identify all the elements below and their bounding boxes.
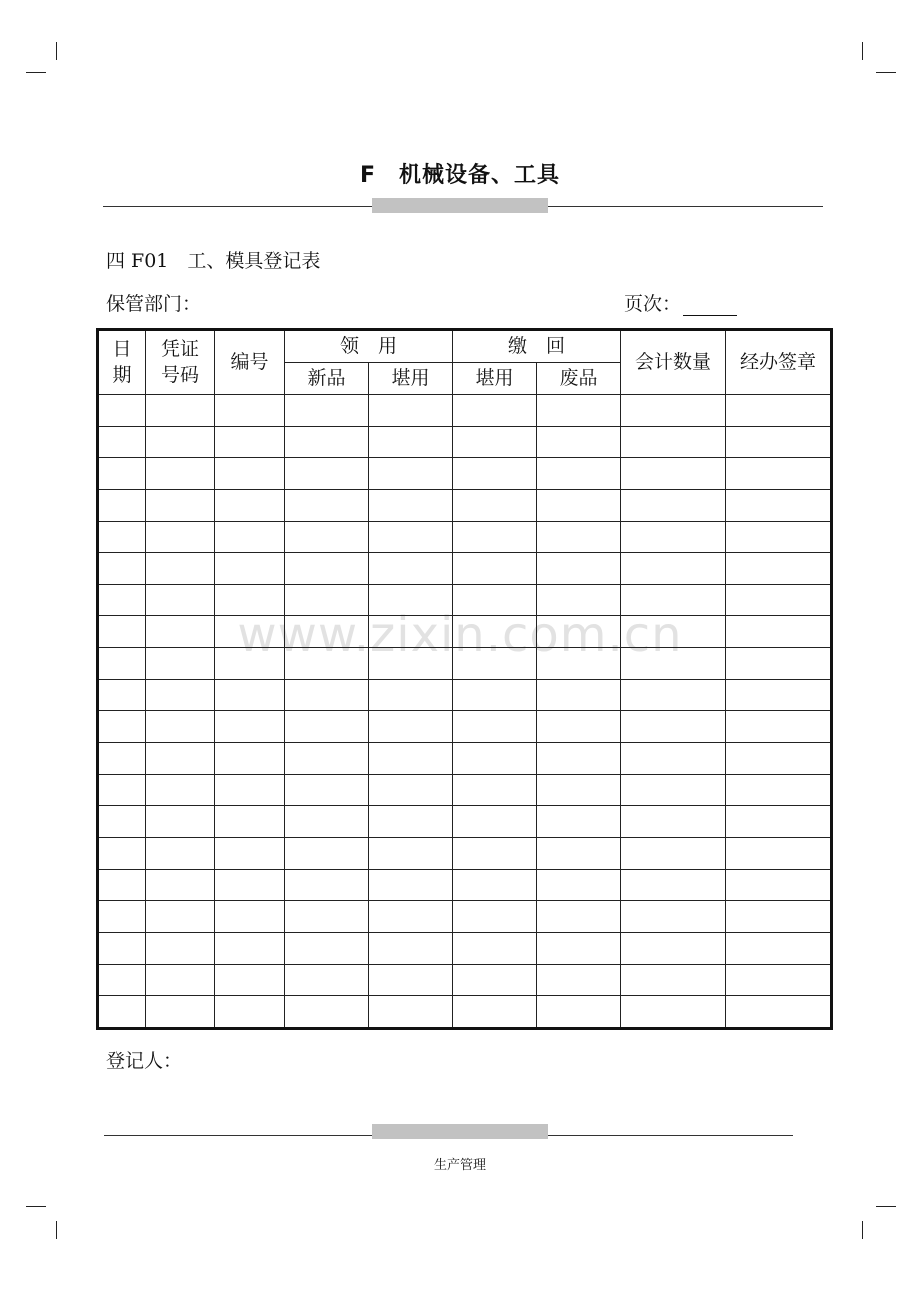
- table-cell[interactable]: [369, 837, 453, 869]
- table-cell[interactable]: [285, 553, 369, 585]
- table-row: [98, 837, 832, 869]
- table-cell[interactable]: [369, 901, 453, 933]
- table-cell[interactable]: [537, 964, 621, 996]
- table-cell[interactable]: [621, 426, 726, 458]
- table-cell[interactable]: [98, 648, 146, 680]
- crop-mark: [26, 72, 46, 73]
- table-cell[interactable]: [537, 996, 621, 1029]
- table-cell[interactable]: [215, 426, 285, 458]
- table-cell[interactable]: [285, 806, 369, 838]
- col-date: 日 期: [98, 330, 146, 395]
- table-cell[interactable]: [98, 679, 146, 711]
- table-cell[interactable]: [726, 901, 832, 933]
- page-number-label: 页次：: [624, 293, 682, 315]
- table-cell[interactable]: [621, 711, 726, 743]
- table-cell[interactable]: [726, 395, 832, 427]
- table-cell[interactable]: [537, 521, 621, 553]
- table-cell[interactable]: [621, 837, 726, 869]
- table-cell[interactable]: [98, 901, 146, 933]
- table-cell[interactable]: [726, 426, 832, 458]
- table-row: [98, 806, 832, 838]
- table-cell[interactable]: [537, 679, 621, 711]
- table-cell[interactable]: [146, 743, 215, 775]
- table-cell[interactable]: [146, 964, 215, 996]
- table-row: [98, 521, 832, 553]
- table-cell[interactable]: [621, 743, 726, 775]
- table-cell[interactable]: [453, 584, 537, 616]
- table-cell[interactable]: [215, 743, 285, 775]
- table-cell[interactable]: [146, 711, 215, 743]
- table-cell[interactable]: [285, 395, 369, 427]
- table-row: [98, 553, 832, 585]
- table-cell[interactable]: [98, 395, 146, 427]
- table-cell[interactable]: [146, 774, 215, 806]
- table-cell[interactable]: [537, 837, 621, 869]
- table-cell[interactable]: [215, 932, 285, 964]
- table-cell[interactable]: [146, 395, 215, 427]
- table-cell[interactable]: [537, 616, 621, 648]
- table-cell[interactable]: [98, 521, 146, 553]
- table-cell[interactable]: [369, 553, 453, 585]
- table-cell[interactable]: [215, 711, 285, 743]
- table-cell[interactable]: [621, 489, 726, 521]
- table-cell[interactable]: [369, 458, 453, 490]
- table-cell[interactable]: [621, 901, 726, 933]
- page-number-blank[interactable]: [683, 297, 737, 316]
- table-cell[interactable]: [215, 996, 285, 1029]
- table-cell[interactable]: [726, 458, 832, 490]
- table-cell[interactable]: [369, 932, 453, 964]
- table-cell[interactable]: [537, 869, 621, 901]
- header-bar: [372, 198, 548, 213]
- crop-mark: [862, 42, 863, 60]
- crop-mark: [862, 1221, 863, 1239]
- table-cell[interactable]: [621, 806, 726, 838]
- col-return-scrap: 废品: [537, 363, 621, 395]
- table-cell[interactable]: [369, 426, 453, 458]
- table-cell[interactable]: [537, 743, 621, 775]
- table-cell[interactable]: [215, 837, 285, 869]
- col-receive-new: 新品: [285, 363, 369, 395]
- col-group-return: 缴 回: [453, 330, 621, 363]
- table-cell[interactable]: [726, 869, 832, 901]
- table-row: [98, 616, 832, 648]
- table-cell[interactable]: [453, 489, 537, 521]
- table-cell[interactable]: [146, 869, 215, 901]
- table-row: [98, 932, 832, 964]
- table-cell[interactable]: [215, 458, 285, 490]
- table-cell[interactable]: [146, 679, 215, 711]
- crop-mark: [56, 1221, 57, 1239]
- table-cell[interactable]: [369, 648, 453, 680]
- table-cell[interactable]: [537, 648, 621, 680]
- table-cell[interactable]: [215, 869, 285, 901]
- table-cell[interactable]: [621, 679, 726, 711]
- table-cell[interactable]: [285, 964, 369, 996]
- table-cell[interactable]: [726, 743, 832, 775]
- table-cell[interactable]: [537, 395, 621, 427]
- table-cell[interactable]: [98, 806, 146, 838]
- table-cell[interactable]: [146, 806, 215, 838]
- crop-mark: [26, 1206, 46, 1207]
- table-cell[interactable]: [453, 679, 537, 711]
- crop-mark: [876, 1206, 896, 1207]
- table-cell[interactable]: [215, 395, 285, 427]
- table-cell[interactable]: [285, 774, 369, 806]
- table-cell[interactable]: [621, 964, 726, 996]
- table-cell[interactable]: [98, 996, 146, 1029]
- table-cell[interactable]: [621, 869, 726, 901]
- table-cell[interactable]: [537, 806, 621, 838]
- table-cell[interactable]: [537, 584, 621, 616]
- table-cell[interactable]: [285, 837, 369, 869]
- table-row: [98, 996, 832, 1029]
- table-row: [98, 901, 832, 933]
- table-cell[interactable]: [621, 395, 726, 427]
- table-cell[interactable]: [726, 648, 832, 680]
- table-cell[interactable]: [369, 489, 453, 521]
- table-row: [98, 743, 832, 775]
- table-cell[interactable]: [726, 774, 832, 806]
- table-row: [98, 869, 832, 901]
- crop-mark: [876, 72, 896, 73]
- table-cell[interactable]: [537, 901, 621, 933]
- col-accounting-quantity: 会计数量: [621, 330, 726, 395]
- table-cell[interactable]: [621, 996, 726, 1029]
- table-cell[interactable]: [98, 553, 146, 585]
- table-cell[interactable]: [98, 616, 146, 648]
- table-cell[interactable]: [98, 426, 146, 458]
- table-cell[interactable]: [369, 679, 453, 711]
- table-row: [98, 964, 832, 996]
- table-cell[interactable]: [215, 648, 285, 680]
- watermark: www.zixin.com.cn: [237, 607, 683, 663]
- col-group-receive: 领 用: [285, 330, 453, 363]
- page-number-field: [624, 289, 737, 316]
- table-cell[interactable]: [537, 774, 621, 806]
- registrar-label: 登记人：: [106, 1050, 183, 1072]
- table-cell[interactable]: [726, 964, 832, 996]
- col-receive-usable: 堪用: [369, 363, 453, 395]
- table-cell[interactable]: [98, 711, 146, 743]
- table-cell[interactable]: [98, 932, 146, 964]
- table-cell[interactable]: [285, 521, 369, 553]
- table-cell[interactable]: [215, 679, 285, 711]
- table-cell[interactable]: [621, 932, 726, 964]
- table-cell[interactable]: [453, 837, 537, 869]
- table-cell[interactable]: [98, 837, 146, 869]
- table-cell[interactable]: [726, 679, 832, 711]
- table-cell[interactable]: [369, 395, 453, 427]
- table-cell[interactable]: [726, 489, 832, 521]
- table-cell[interactable]: [369, 964, 453, 996]
- table-row: [98, 648, 832, 680]
- table-cell[interactable]: [215, 964, 285, 996]
- col-voucher-number: 凭证 号码: [146, 330, 215, 395]
- table-cell[interactable]: [215, 553, 285, 585]
- table-cell[interactable]: [726, 711, 832, 743]
- table-cell[interactable]: [146, 489, 215, 521]
- crop-mark: [56, 42, 57, 60]
- table-cell[interactable]: [453, 932, 537, 964]
- table-cell[interactable]: [285, 996, 369, 1029]
- table-cell[interactable]: [98, 964, 146, 996]
- table-cell[interactable]: [215, 774, 285, 806]
- table-cell[interactable]: [453, 774, 537, 806]
- table-cell[interactable]: [98, 774, 146, 806]
- table-cell[interactable]: [453, 806, 537, 838]
- table-cell[interactable]: [215, 616, 285, 648]
- table-cell[interactable]: [146, 426, 215, 458]
- tool-register-table: [96, 328, 833, 1030]
- table-cell[interactable]: [726, 806, 832, 838]
- table-cell[interactable]: [215, 584, 285, 616]
- table-cell[interactable]: [621, 584, 726, 616]
- table-cell[interactable]: [285, 616, 369, 648]
- table-cell[interactable]: [215, 489, 285, 521]
- table-cell[interactable]: [453, 964, 537, 996]
- table-cell[interactable]: [98, 743, 146, 775]
- table-cell[interactable]: [453, 458, 537, 490]
- table-row: [98, 458, 832, 490]
- table-cell[interactable]: [537, 458, 621, 490]
- table-cell[interactable]: [285, 901, 369, 933]
- table-cell[interactable]: [621, 553, 726, 585]
- footer-label: 生产管理: [433, 1158, 486, 1173]
- table-cell[interactable]: [146, 616, 215, 648]
- table-cell[interactable]: [453, 901, 537, 933]
- col-handler-signature: 经办签章: [726, 330, 832, 395]
- table-cell[interactable]: [726, 996, 832, 1029]
- table-row: [98, 426, 832, 458]
- table-cell[interactable]: [285, 426, 369, 458]
- table-cell[interactable]: [146, 584, 215, 616]
- table-cell[interactable]: [537, 711, 621, 743]
- table-cell[interactable]: [146, 996, 215, 1029]
- table-cell[interactable]: [285, 932, 369, 964]
- department-label: 保管部门：: [106, 293, 202, 315]
- table-cell[interactable]: [369, 521, 453, 553]
- table-row: [98, 395, 832, 427]
- table-cell[interactable]: [453, 743, 537, 775]
- table-cell[interactable]: [215, 521, 285, 553]
- table-cell[interactable]: [146, 553, 215, 585]
- table-row: [98, 584, 832, 616]
- table-cell[interactable]: [215, 901, 285, 933]
- table-cell[interactable]: [453, 521, 537, 553]
- table-cell[interactable]: [453, 648, 537, 680]
- table-cell[interactable]: [537, 553, 621, 585]
- table-cell[interactable]: [621, 616, 726, 648]
- table-cell[interactable]: [621, 521, 726, 553]
- table-cell[interactable]: [453, 616, 537, 648]
- table-cell[interactable]: [146, 648, 215, 680]
- table-cell[interactable]: [453, 395, 537, 427]
- form-title: 四 F01 工、模具登记表: [106, 250, 321, 272]
- table-cell[interactable]: [369, 616, 453, 648]
- table-cell[interactable]: [98, 489, 146, 521]
- table-cell[interactable]: [146, 901, 215, 933]
- table-cell[interactable]: [453, 711, 537, 743]
- table-cell[interactable]: [726, 521, 832, 553]
- table-cell[interactable]: [285, 743, 369, 775]
- table-cell[interactable]: [285, 584, 369, 616]
- table-cell[interactable]: [98, 458, 146, 490]
- table-cell[interactable]: [98, 584, 146, 616]
- footer-bar: [372, 1124, 548, 1139]
- table-cell[interactable]: [285, 648, 369, 680]
- table-row: [98, 489, 832, 521]
- table-cell[interactable]: [285, 679, 369, 711]
- table-cell[interactable]: [453, 996, 537, 1029]
- table-cell[interactable]: [453, 426, 537, 458]
- table-cell[interactable]: [369, 806, 453, 838]
- table-cell[interactable]: [285, 711, 369, 743]
- table-cell[interactable]: [453, 553, 537, 585]
- page-title: F 机械设备、工具: [359, 163, 561, 188]
- table-cell[interactable]: [621, 458, 726, 490]
- table-cell[interactable]: [146, 458, 215, 490]
- table-cell[interactable]: [726, 932, 832, 964]
- table-row: [98, 711, 832, 743]
- col-item-number: 编号: [215, 330, 285, 395]
- table-cell[interactable]: [369, 869, 453, 901]
- table-cell[interactable]: [453, 869, 537, 901]
- table-cell[interactable]: [369, 774, 453, 806]
- table-cell[interactable]: [621, 774, 726, 806]
- table-cell[interactable]: [285, 458, 369, 490]
- table-cell[interactable]: [726, 553, 832, 585]
- table-cell[interactable]: [146, 932, 215, 964]
- table-cell[interactable]: [537, 932, 621, 964]
- table-cell[interactable]: [621, 648, 726, 680]
- table-cell[interactable]: [146, 837, 215, 869]
- table-cell[interactable]: [369, 996, 453, 1029]
- table-cell[interactable]: [726, 584, 832, 616]
- table-cell[interactable]: [369, 711, 453, 743]
- table-cell[interactable]: [285, 869, 369, 901]
- table-cell[interactable]: [369, 584, 453, 616]
- table-cell[interactable]: [98, 869, 146, 901]
- table-cell[interactable]: [285, 489, 369, 521]
- table-cell[interactable]: [537, 489, 621, 521]
- table-cell[interactable]: [726, 616, 832, 648]
- table-cell[interactable]: [726, 837, 832, 869]
- col-return-usable: 堪用: [453, 363, 537, 395]
- table-cell[interactable]: [537, 426, 621, 458]
- table-cell[interactable]: [146, 521, 215, 553]
- table-row: [98, 679, 832, 711]
- table-cell[interactable]: [215, 806, 285, 838]
- table-row: [98, 774, 832, 806]
- table-cell[interactable]: [369, 743, 453, 775]
